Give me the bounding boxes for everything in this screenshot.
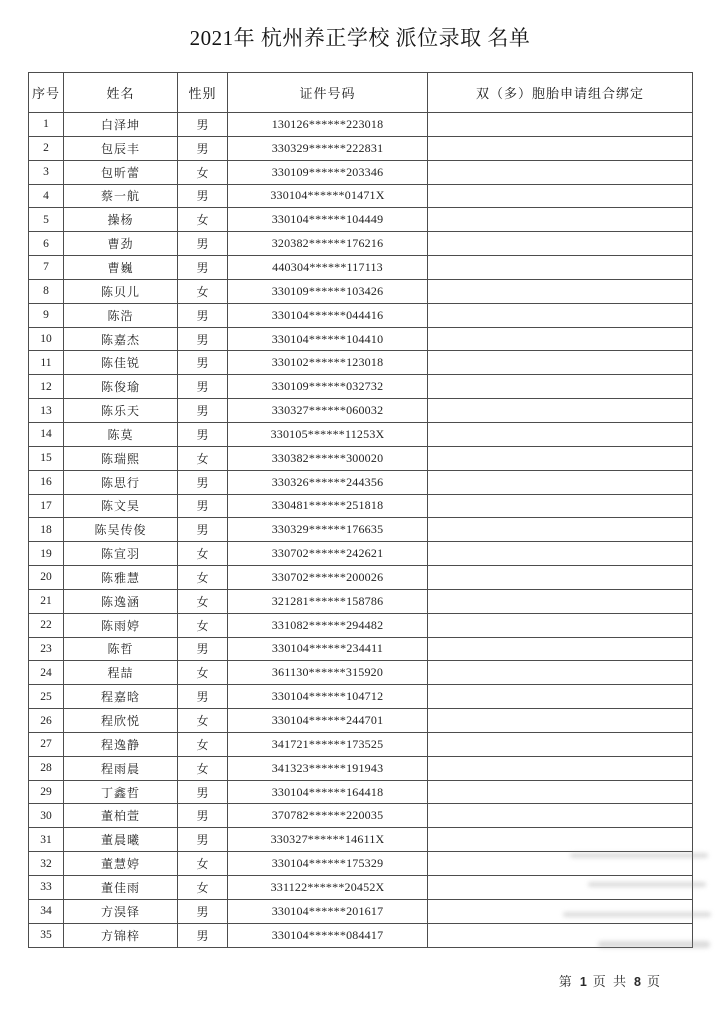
id-number: 341721******173525 xyxy=(228,732,428,756)
table-row xyxy=(29,780,693,804)
gender: 男 xyxy=(178,923,228,947)
row-number: 9 xyxy=(29,303,64,327)
id-number: 330702******200026 xyxy=(228,566,428,590)
student-name: 包辰丰 xyxy=(64,136,178,160)
twin-binding xyxy=(428,446,693,470)
id-number: 330109******203346 xyxy=(228,160,428,184)
table-row xyxy=(29,303,693,327)
gender: 男 xyxy=(178,828,228,852)
row-number: 25 xyxy=(29,685,64,709)
student-name: 董慧婷 xyxy=(64,852,178,876)
table-row xyxy=(29,184,693,208)
id-number: 330104******164418 xyxy=(228,780,428,804)
id-number: 330109******032732 xyxy=(228,375,428,399)
gender: 女 xyxy=(178,756,228,780)
twin-binding xyxy=(428,113,693,137)
table-row xyxy=(29,756,693,780)
row-number: 22 xyxy=(29,613,64,637)
twin-binding xyxy=(428,279,693,303)
row-number: 14 xyxy=(29,422,64,446)
id-number: 130126******223018 xyxy=(228,113,428,137)
twin-binding xyxy=(428,780,693,804)
twin-binding xyxy=(428,685,693,709)
row-number: 23 xyxy=(29,637,64,661)
student-name: 丁鑫哲 xyxy=(64,780,178,804)
table-row xyxy=(29,494,693,518)
table-row xyxy=(29,732,693,756)
row-number: 5 xyxy=(29,208,64,232)
table-row xyxy=(29,685,693,709)
id-number: 361130******315920 xyxy=(228,661,428,685)
twin-binding xyxy=(428,566,693,590)
row-number: 28 xyxy=(29,756,64,780)
twin-binding xyxy=(428,208,693,232)
twin-binding xyxy=(428,637,693,661)
gender: 男 xyxy=(178,256,228,280)
row-number: 13 xyxy=(29,399,64,423)
student-name: 包昕蕾 xyxy=(64,160,178,184)
id-number: 330104******104449 xyxy=(228,208,428,232)
column-header-gender: 性别 xyxy=(178,73,228,113)
twin-binding xyxy=(428,899,693,923)
student-name: 陈宣羽 xyxy=(64,542,178,566)
id-number: 330702******242621 xyxy=(228,542,428,566)
gender: 男 xyxy=(178,804,228,828)
table-row xyxy=(29,661,693,685)
student-name: 陈逸涵 xyxy=(64,589,178,613)
twin-binding xyxy=(428,494,693,518)
student-name: 陈贝儿 xyxy=(64,279,178,303)
id-number: 370782******220035 xyxy=(228,804,428,828)
twin-binding xyxy=(428,232,693,256)
student-name: 方锦梓 xyxy=(64,923,178,947)
current-page-number: 1 xyxy=(579,975,587,989)
student-name: 陈哲 xyxy=(64,637,178,661)
gender: 男 xyxy=(178,685,228,709)
table-row xyxy=(29,279,693,303)
twin-binding xyxy=(428,804,693,828)
id-number: 330104******01471X xyxy=(228,184,428,208)
gender: 男 xyxy=(178,470,228,494)
table-header-row xyxy=(29,73,693,113)
table-row xyxy=(29,136,693,160)
id-number: 331082******294482 xyxy=(228,613,428,637)
table-row xyxy=(29,542,693,566)
row-number: 26 xyxy=(29,709,64,733)
twin-binding xyxy=(428,399,693,423)
gender: 女 xyxy=(178,876,228,900)
table-row xyxy=(29,899,693,923)
table-row xyxy=(29,351,693,375)
student-name: 程喆 xyxy=(64,661,178,685)
table-row xyxy=(29,637,693,661)
gender: 男 xyxy=(178,184,228,208)
student-name: 蔡一航 xyxy=(64,184,178,208)
gender: 女 xyxy=(178,566,228,590)
twin-binding xyxy=(428,303,693,327)
id-number: 330104******175329 xyxy=(228,852,428,876)
table-row xyxy=(29,470,693,494)
gender: 男 xyxy=(178,422,228,446)
row-number: 16 xyxy=(29,470,64,494)
row-number: 32 xyxy=(29,852,64,876)
twin-binding xyxy=(428,422,693,446)
table-row xyxy=(29,804,693,828)
twin-binding xyxy=(428,184,693,208)
gender: 男 xyxy=(178,494,228,518)
gender: 女 xyxy=(178,661,228,685)
student-name: 程嘉晗 xyxy=(64,685,178,709)
row-number: 1 xyxy=(29,113,64,137)
table-body xyxy=(29,113,693,948)
total-pages-number: 8 xyxy=(634,975,641,989)
student-name: 陈思行 xyxy=(64,470,178,494)
column-header-student-name: 姓名 xyxy=(64,73,178,113)
id-number: 330104******084417 xyxy=(228,923,428,947)
gender: 男 xyxy=(178,375,228,399)
student-name: 程雨晨 xyxy=(64,756,178,780)
table-row xyxy=(29,113,693,137)
gender: 女 xyxy=(178,160,228,184)
student-name: 方淏铎 xyxy=(64,899,178,923)
student-name: 陈乐天 xyxy=(64,399,178,423)
twin-binding xyxy=(428,327,693,351)
page-title: 2021年 杭州养正学校 派位录取 名单 xyxy=(189,26,531,50)
student-name: 程欣悦 xyxy=(64,709,178,733)
id-number: 320382******176216 xyxy=(228,232,428,256)
gender: 女 xyxy=(178,446,228,470)
gender: 男 xyxy=(178,113,228,137)
table-row xyxy=(29,828,693,852)
id-number: 330481******251818 xyxy=(228,494,428,518)
id-number: 330104******104712 xyxy=(228,685,428,709)
gender: 女 xyxy=(178,208,228,232)
twin-binding xyxy=(428,256,693,280)
row-number: 27 xyxy=(29,732,64,756)
student-name: 陈浩 xyxy=(64,303,178,327)
id-number: 330329******176635 xyxy=(228,518,428,542)
student-name: 陈文昊 xyxy=(64,494,178,518)
table-row xyxy=(29,709,693,733)
id-number: 330109******103426 xyxy=(228,279,428,303)
admission-roster-table xyxy=(28,72,693,948)
table-row xyxy=(29,232,693,256)
table-row xyxy=(29,613,693,637)
table-row xyxy=(29,399,693,423)
table-row xyxy=(29,923,693,947)
row-number: 8 xyxy=(29,279,64,303)
student-name: 陈雅慧 xyxy=(64,566,178,590)
gender: 女 xyxy=(178,852,228,876)
row-number: 7 xyxy=(29,256,64,280)
gender: 男 xyxy=(178,399,228,423)
row-number: 12 xyxy=(29,375,64,399)
gender: 男 xyxy=(178,780,228,804)
twin-binding xyxy=(428,923,693,947)
twin-binding xyxy=(428,160,693,184)
row-number: 15 xyxy=(29,446,64,470)
table-row xyxy=(29,566,693,590)
twin-binding xyxy=(428,732,693,756)
table-row xyxy=(29,160,693,184)
twin-binding xyxy=(428,375,693,399)
gender: 男 xyxy=(178,637,228,661)
gender: 女 xyxy=(178,589,228,613)
page-footer xyxy=(559,971,662,990)
id-number: 330382******300020 xyxy=(228,446,428,470)
twin-binding xyxy=(428,351,693,375)
student-name: 陈吴传俊 xyxy=(64,518,178,542)
gender: 男 xyxy=(178,136,228,160)
row-number: 3 xyxy=(29,160,64,184)
table-row xyxy=(29,852,693,876)
row-number: 6 xyxy=(29,232,64,256)
student-name: 陈雨婷 xyxy=(64,613,178,637)
row-number: 34 xyxy=(29,899,64,923)
student-name: 陈佳锐 xyxy=(64,351,178,375)
student-name: 董晨曦 xyxy=(64,828,178,852)
id-number: 330104******201617 xyxy=(228,899,428,923)
id-number: 330326******244356 xyxy=(228,470,428,494)
row-number: 2 xyxy=(29,136,64,160)
column-header-id-number: 证件号码 xyxy=(228,73,428,113)
gender: 女 xyxy=(178,542,228,566)
twin-binding xyxy=(428,756,693,780)
student-name: 陈莫 xyxy=(64,422,178,446)
column-header-twin-binding: 双（多）胞胎申请组合绑定 xyxy=(428,73,693,113)
student-name: 曹巍 xyxy=(64,256,178,280)
row-number: 18 xyxy=(29,518,64,542)
student-name: 董佳雨 xyxy=(64,876,178,900)
row-number: 31 xyxy=(29,828,64,852)
table-row xyxy=(29,422,693,446)
student-name: 陈瑞熙 xyxy=(64,446,178,470)
row-number: 21 xyxy=(29,589,64,613)
row-number: 19 xyxy=(29,542,64,566)
twin-binding xyxy=(428,542,693,566)
id-number: 440304******117113 xyxy=(228,256,428,280)
student-name: 曹劲 xyxy=(64,232,178,256)
twin-binding xyxy=(428,518,693,542)
footer-text-suffix: 页 xyxy=(646,974,662,989)
id-number: 341323******191943 xyxy=(228,756,428,780)
id-number: 330327******060032 xyxy=(228,399,428,423)
id-number: 330104******044416 xyxy=(228,303,428,327)
footer-text-middle: 页 共 xyxy=(592,974,629,989)
id-number: 321281******158786 xyxy=(228,589,428,613)
twin-binding xyxy=(428,709,693,733)
twin-binding xyxy=(428,661,693,685)
footer-text-prefix: 第 xyxy=(558,974,574,989)
id-number: 330329******222831 xyxy=(228,136,428,160)
row-number: 11 xyxy=(29,351,64,375)
gender: 男 xyxy=(178,327,228,351)
row-number: 17 xyxy=(29,494,64,518)
column-header-row-number: 序号 xyxy=(29,73,64,113)
student-name: 陈嘉杰 xyxy=(64,327,178,351)
gender: 女 xyxy=(178,613,228,637)
student-name: 白泽坤 xyxy=(64,113,178,137)
table-row xyxy=(29,589,693,613)
twin-binding xyxy=(428,876,693,900)
row-number: 20 xyxy=(29,566,64,590)
row-number: 24 xyxy=(29,661,64,685)
table-row xyxy=(29,518,693,542)
student-name: 董柏萱 xyxy=(64,804,178,828)
student-name: 程逸静 xyxy=(64,732,178,756)
twin-binding xyxy=(428,828,693,852)
id-number: 331122******20452X xyxy=(228,876,428,900)
gender: 女 xyxy=(178,709,228,733)
row-number: 33 xyxy=(29,876,64,900)
twin-binding xyxy=(428,589,693,613)
row-number: 30 xyxy=(29,804,64,828)
gender: 男 xyxy=(178,899,228,923)
gender: 男 xyxy=(178,232,228,256)
row-number: 35 xyxy=(29,923,64,947)
gender: 女 xyxy=(178,732,228,756)
table-row xyxy=(29,256,693,280)
gender: 男 xyxy=(178,518,228,542)
gender: 女 xyxy=(178,279,228,303)
table-row xyxy=(29,327,693,351)
table-row xyxy=(29,208,693,232)
table-row xyxy=(29,375,693,399)
twin-binding xyxy=(428,852,693,876)
id-number: 330104******234411 xyxy=(228,637,428,661)
id-number: 330104******244701 xyxy=(228,709,428,733)
row-number: 29 xyxy=(29,780,64,804)
student-name: 操杨 xyxy=(64,208,178,232)
table-row xyxy=(29,876,693,900)
id-number: 330104******104410 xyxy=(228,327,428,351)
twin-binding xyxy=(428,470,693,494)
id-number: 330105******11253X xyxy=(228,422,428,446)
id-number: 330102******123018 xyxy=(228,351,428,375)
gender: 男 xyxy=(178,351,228,375)
student-name: 陈俊瑜 xyxy=(64,375,178,399)
table-row xyxy=(29,446,693,470)
row-number: 10 xyxy=(29,327,64,351)
gender: 男 xyxy=(178,303,228,327)
id-number: 330327******14611X xyxy=(228,828,428,852)
twin-binding xyxy=(428,613,693,637)
row-number: 4 xyxy=(29,184,64,208)
twin-binding xyxy=(428,136,693,160)
